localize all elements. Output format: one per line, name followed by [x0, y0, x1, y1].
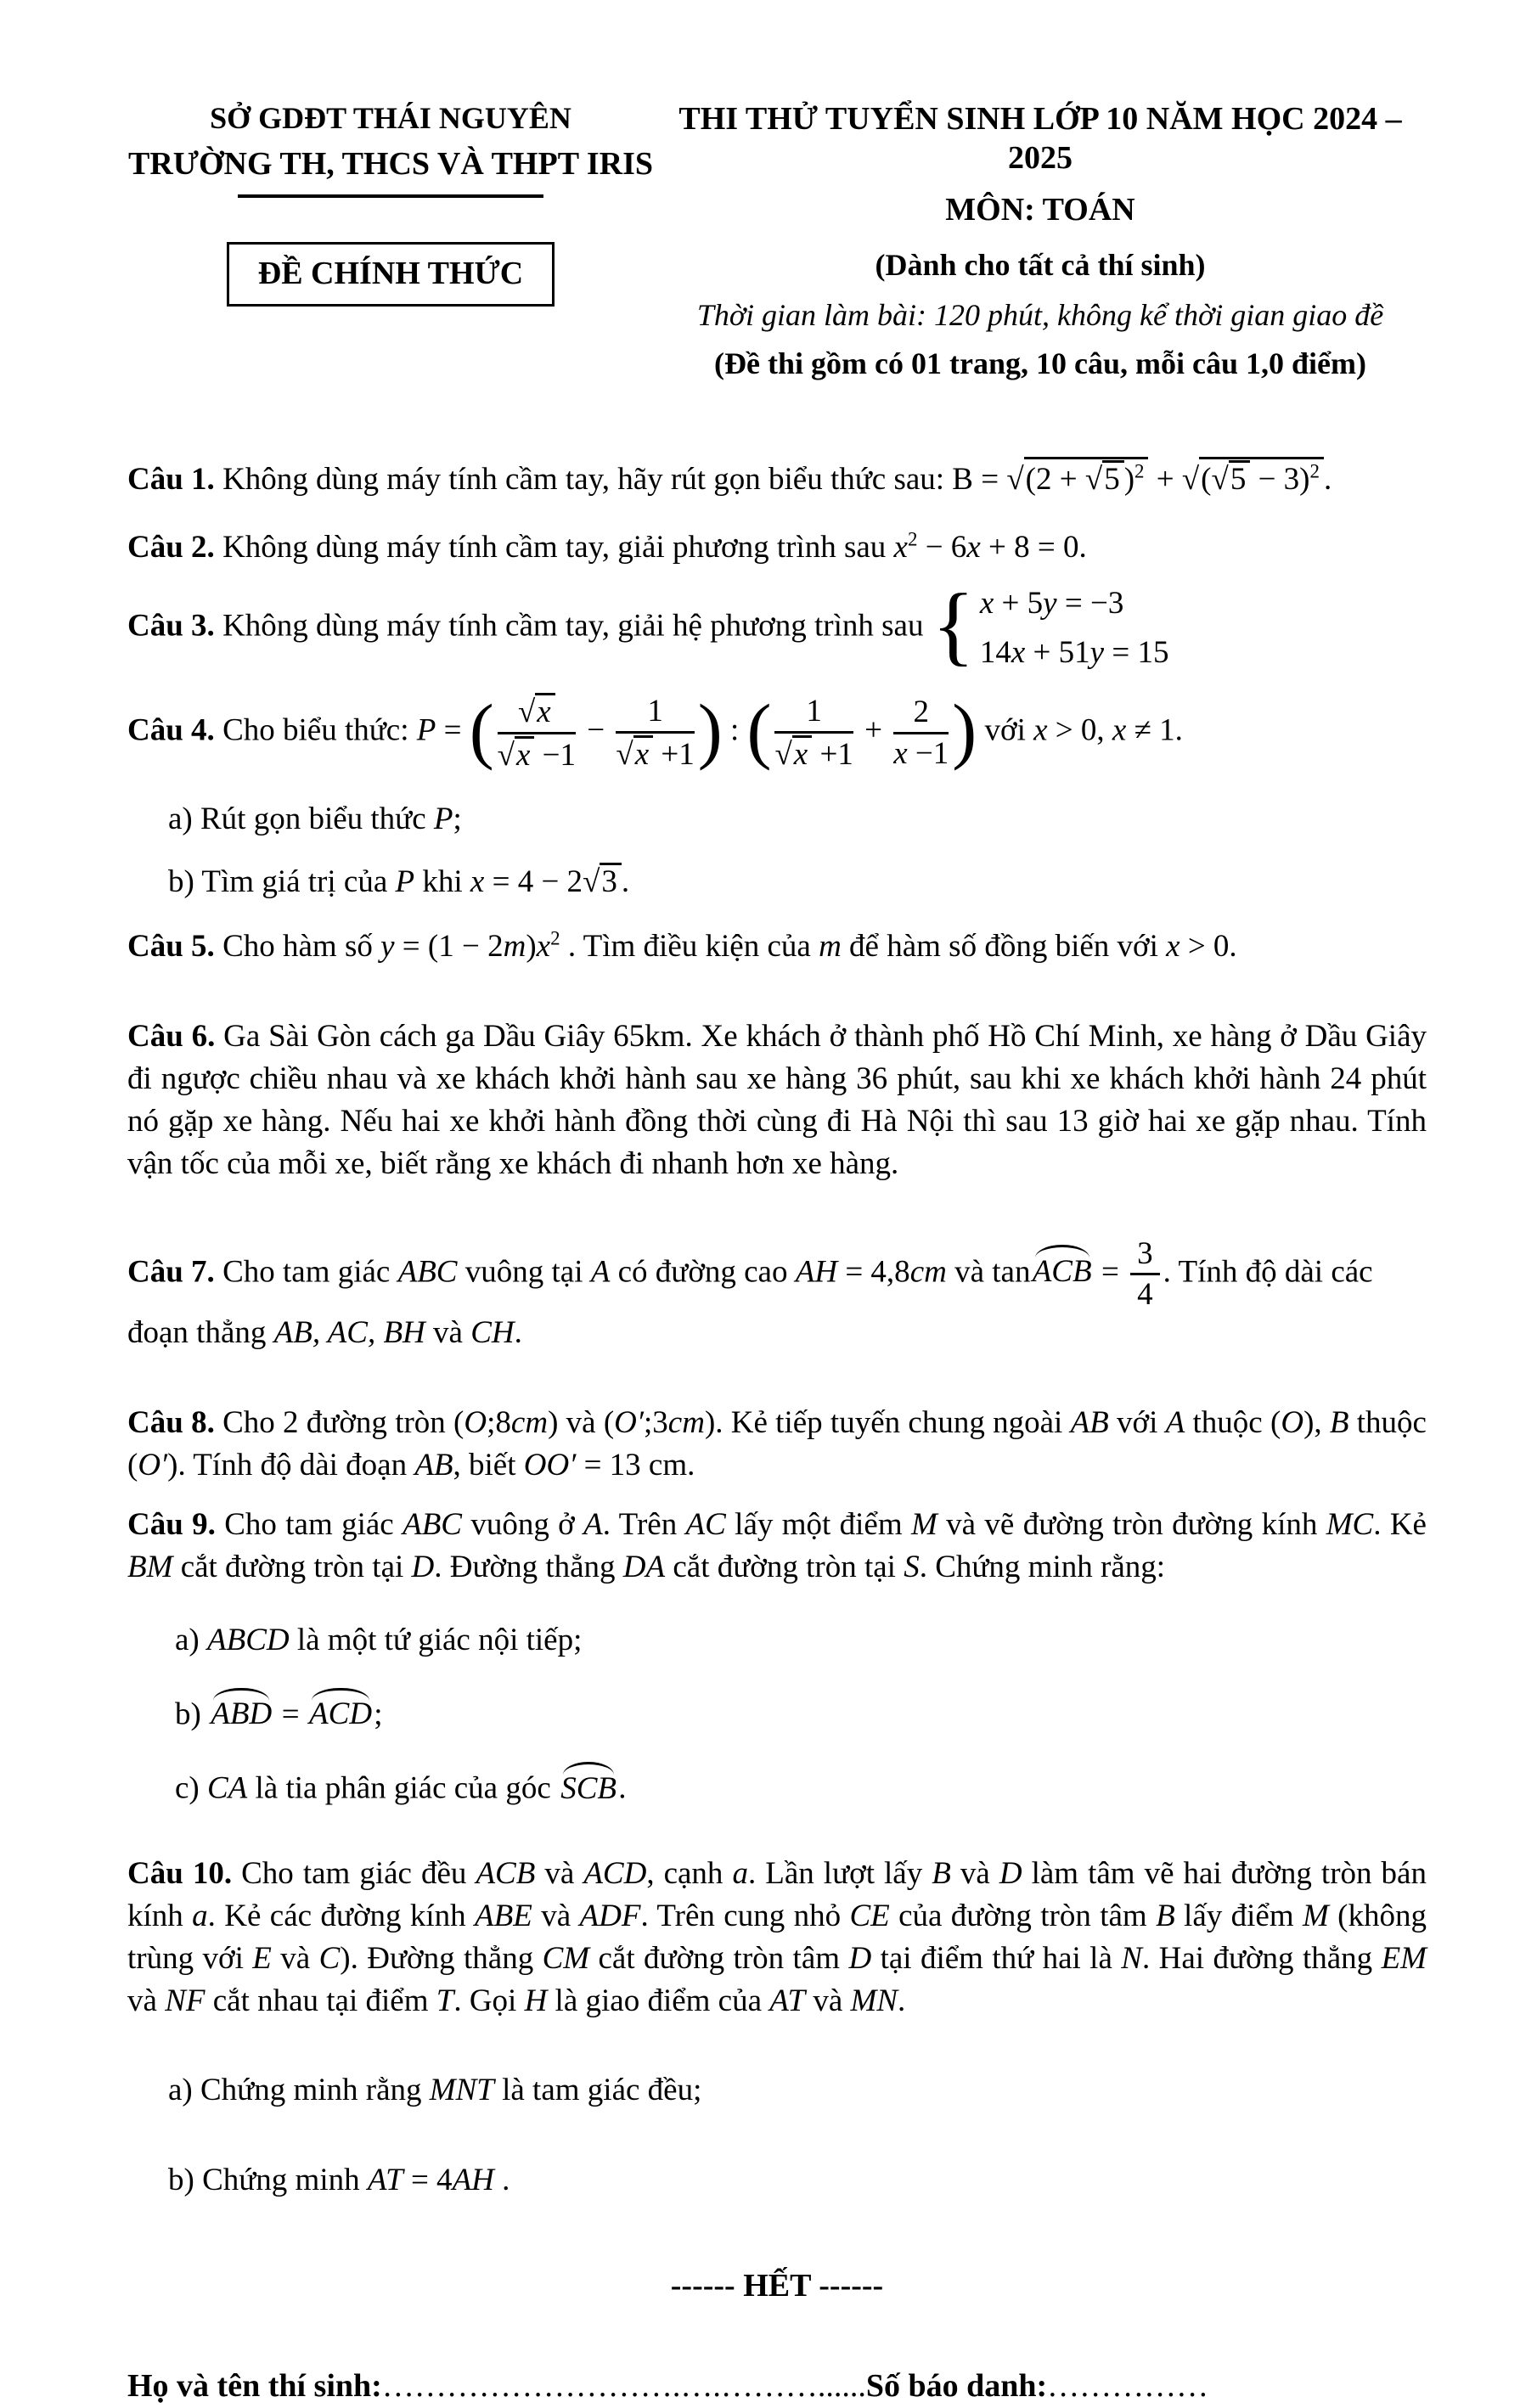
question-6: Câu 6. Ga Sài Gòn cách ga Dầu Giây 65km. Xe khách ở thành phố Hồ Chí Minh, xe hàng ở Dầu Giây đi ngược chiều nhau và xe khách khởi hành sau xe hàng 36 phút, sau khi xe khách khởi hành 24 phút nó gặp xe hàng. Nếu hai xe khởi hành đồng thời cùng đi Hà Nội thì sau 13 giờ hai xe gặp nhau. Tính vận tốc của mỗi xe, biết rằng xe khách đi nhanh hơn xe hàng. — [127, 1018, 1427, 1181]
sqrt-expression: √x — [518, 693, 555, 729]
fraction: $\frac{1}{√x +1}$ — [616, 694, 695, 772]
equation-system: { x + 5y = −3 14x + 51y = 15 — [932, 575, 1169, 675]
sqrt-expression: √3 — [583, 863, 622, 899]
issuer-block — [127, 100, 654, 382]
sqrt-expression: √5 — [1212, 460, 1251, 497]
question-4-item-b: b) Tìm giá trị của P khi x = 4 − 2√3 . — [168, 864, 630, 899]
question-9-item-b: b) ABD = ACD; — [127, 1687, 1427, 1736]
sqrt-expression: √(2 + √5 )$^2$ — [1006, 457, 1148, 497]
sqrt-expression: $√(√5 - 3)^2$ — [1182, 457, 1324, 497]
exam-audience: (Dành cho tất cả thí sinh) — [875, 247, 1206, 282]
end-marker: ------ HẾT ------ — [670, 2268, 884, 2304]
exam-subject: MÔN: TOÁN — [945, 192, 1135, 228]
fraction: $\frac{√x}{√x -1}$ — [497, 695, 577, 773]
question-9: Câu 9. Cho tam giác ABC vuông ở A. Trên AC lấy một điểm M và vẽ đường tròn đường kính MC. Kẻ BM cắt đường tròn tại D. Đường thẳng DA cắt đường tròn tại S. Chứng minh rằng: — [127, 1507, 1427, 1585]
sqrt-expression: √5 — [1085, 460, 1124, 497]
angle-hat: ACB — [1030, 1245, 1093, 1293]
fraction: $\frac{1}{√x +1}$ — [774, 694, 853, 772]
angle-hat: ABD — [209, 1687, 273, 1736]
question-8: Câu 8. Cho 2 đường tròn (O;8cm) và (O′;3cm). Kẻ tiếp tuyến chung ngoài AB với A thuộc (O), B thuộc (O′). Tính độ dài đoạn AB, biết OO′ = 13 cm. — [127, 1405, 1427, 1483]
question-list — [127, 457, 1427, 2202]
fraction: $\frac{2}{x -1}$ — [893, 695, 949, 771]
fraction: $\frac{3}{4}$ — [1130, 1236, 1160, 1313]
exam-note: (Đề thi gồm có 01 trang, 10 câu, mỗi câu 1,0 điểm) — [714, 346, 1366, 381]
angle-hat: ACD — [307, 1687, 374, 1736]
exam-title: THI THỬ TUYỂN SINH LỚP 10 NĂM HỌC 2024 – 2025 — [678, 101, 1402, 176]
question-1: Câu 1. Không dùng máy tính cầm tay, hãy rút gọn biểu thức sau: B = √(2 + √5 )$^2 + √(√5 - 3)^2$ . — [127, 457, 1427, 501]
question-5: Câu 5. Cho hàm số $y = (1 - 2m)x^2$ . Tìm điều kiện của m để hàm số đồng biến với x > 0. — [127, 927, 1237, 964]
question-10-item-b: b) Chứng minh AT = 4AH . — [168, 2163, 510, 2198]
question-2: Câu 2. Không dùng máy tính cầm tay, giải phương trình sau $x^2 - 6x + 8 = 0$. — [127, 528, 1087, 565]
school-name: TRƯỜNG TH, THCS VÀ THPT IRIS — [127, 146, 654, 183]
exam-duration: Thời gian làm bài: 120 phút, không kể thời gian giao đề — [696, 297, 1384, 332]
question-7: Câu 7. Cho tam giác ABC vuông tại A có đường cao AH = 4,8cm và tanACB = $\frac{3}{4}$ . Tính độ dài các đoạn thẳng AB, AC, BH và CH. — [127, 1235, 1373, 1351]
question-4: Câu 4. Cho biểu thức: P = ( $\frac{√x}{√x -1}$ − $\frac{1}{√x +1}$ ) : ( $\frac{1}{√x +1}$ + $\frac{2}{x -1}$ ) với x > 0, x ≠ 1. — [127, 689, 1183, 773]
angle-hat: SCB — [559, 1761, 618, 1809]
question-10: Câu 10. Cho tam giác đều ACB và ACD, cạnh a. Lần lượt lấy B và D làm tâm vẽ hai đường tròn bán kính a. Kẻ các đường kính ABE và ADF. Trên cung nhỏ CE của đường tròn tâm B lấy điểm M (không trùng với E và C). Đường thẳng CM cắt đường tròn tâm D tại điểm thứ hai là N. Hai đường thẳng EM và NF cắt nhau tại điểm T. Gọi H là giao điểm của AT và MN. — [127, 1855, 1427, 2018]
sqrt-expression: √x — [498, 736, 535, 773]
sqrt-expression: √x — [774, 735, 812, 772]
header — [127, 100, 1427, 382]
question-9-item-c: c) CA là tia phân giác của góc SCB. — [127, 1761, 1427, 1809]
candidate-info-line: Họ và tên thí sinh:……………………….….………......Số báo danh:…………… — [127, 2367, 1209, 2404]
question-3: Câu 3. Không dùng máy tính cầm tay, giải hệ phương trình sau { x + 5y = −3 14x + 51y = 15 — [127, 575, 1169, 675]
question-4-item-a: a) Rút gọn biểu thức P; — [168, 801, 462, 836]
exam-title-block — [654, 100, 1427, 382]
department-name: SỞ GDĐT THÁI NGUYÊN — [210, 101, 571, 135]
question-10-item-a: a) Chứng minh rằng MNT là tam giác đều; — [168, 2073, 702, 2108]
sqrt-expression: √x — [616, 735, 653, 772]
official-exam-stamp: ĐỀ CHÍNH THỨC — [227, 242, 555, 307]
question-9-item-a: a) ABCD là một tứ giác nội tiếp; — [175, 1623, 583, 1658]
